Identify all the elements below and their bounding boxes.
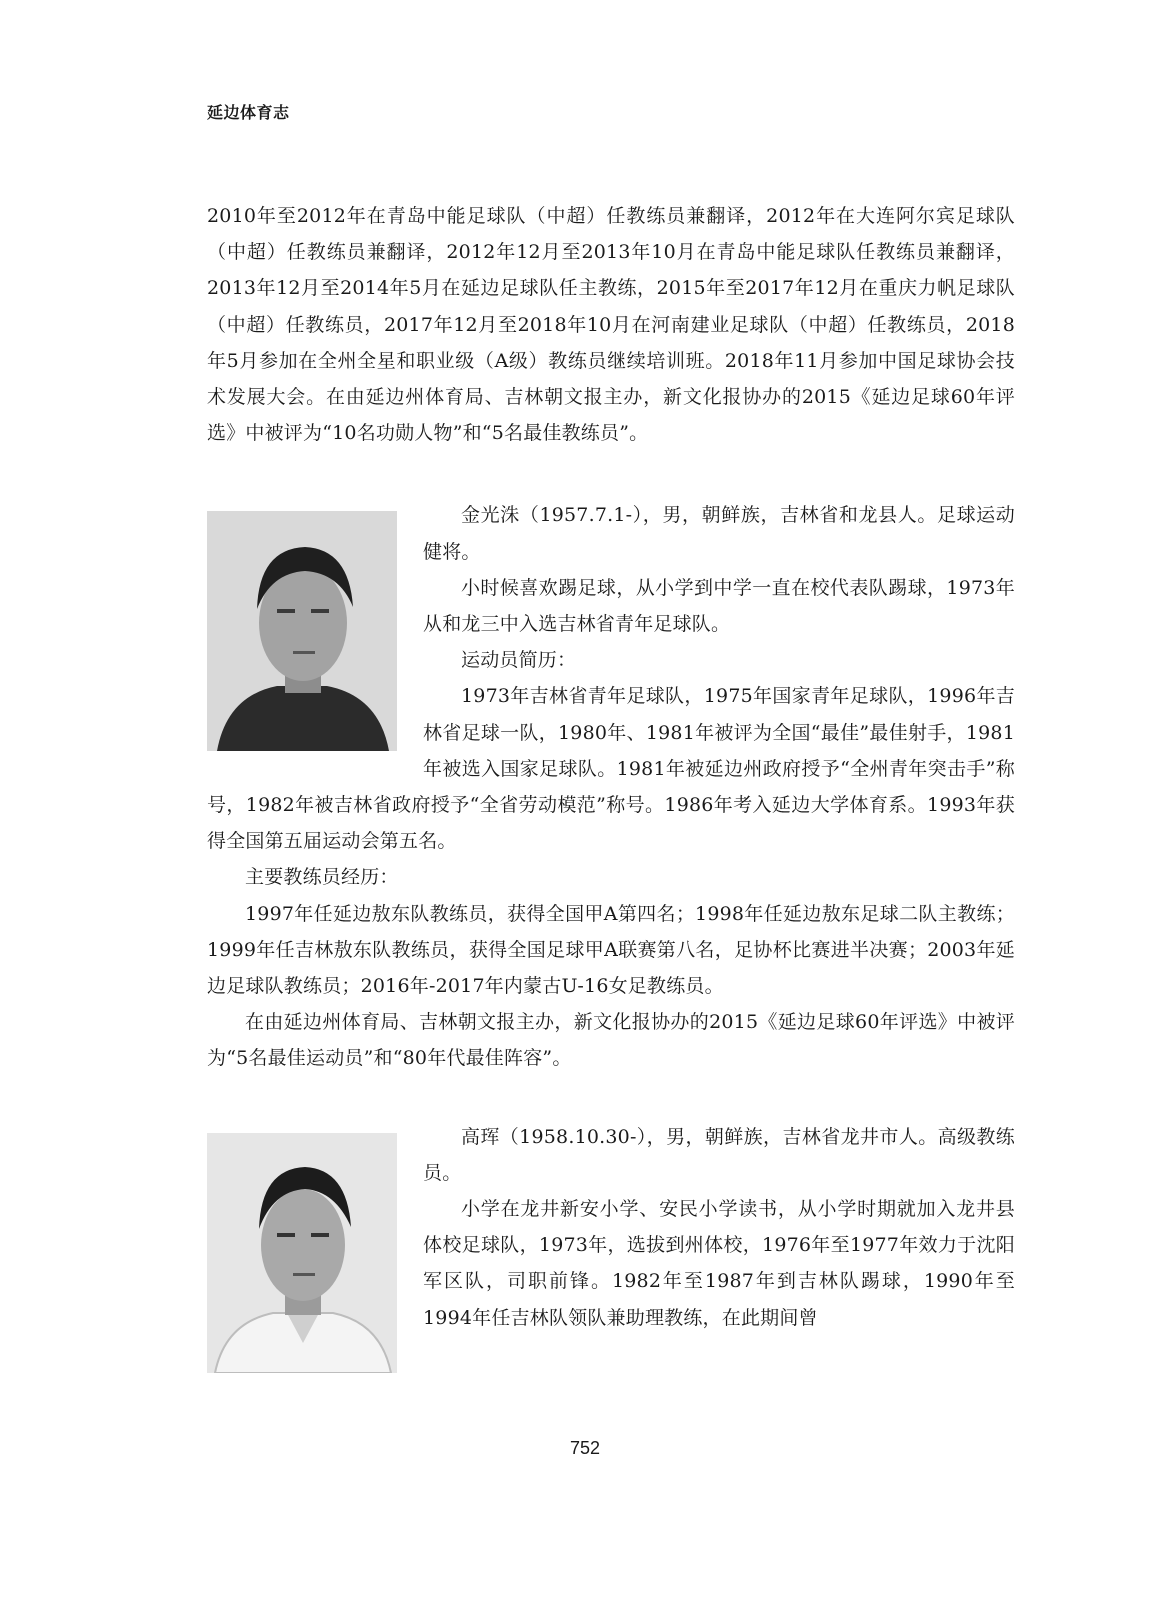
biography-entry-2 bbox=[207, 1119, 1015, 1336]
entry-section-heading: 主要教练员经历： bbox=[245, 866, 399, 889]
entry-paragraph: 1997年任延边敖东队教练员，获得全国甲A第四名；1998年任延边敖东足球二队主教练；1999年任吉林敖东队教练员，获得全国足球甲A联赛第八名，足协杯比赛进半决赛；2003年延边足球队教练员；2016年-2017年内蒙古U-16女足教练员。 bbox=[207, 902, 1015, 998]
portrait-illustration-2 bbox=[207, 1133, 397, 1373]
page-number: 752 bbox=[569, 1438, 601, 1458]
biography-entry-1 bbox=[207, 497, 1015, 1076]
intro-paragraph: 2010年至2012年在青岛中能足球队（中超）任教练员兼翻译，2012年在大连阿尔宾足球队（中超）任教练员兼翻译，2012年12月至2013年10月在青岛中能足球队任教练员兼翻译，2013年12月至2014年5月在延边足球队任主教练，2015年至2017年12月在重庆力帆足球队（中超）任教练员，2017年12月至2018年10月在河南建业足球队（中超）任教练员，2018年5月参加在全州全星和职业级（A级）教练员继续培训班。2018年11月参加中国足球协会技术发展大会。在由延边州体育局、吉林朝文报主办，新文化报协办的2015《延边足球60年评选》中被评为“10名功勋人物”和“5名最佳教练员”。 bbox=[207, 205, 1015, 445]
entry-paragraph: 1973年吉林省青年足球队，1975年国家青年足球队，1996年吉林省足球一队，1980年、1981年被评为全国“最佳”最佳射手，1981年被选入国家足球队。1981年被延边州政府授予“全州青年突击手”称号，1982年被吉林省政府授予“全省劳动模范”称号。1986年考入延边大学体育系。1993年获得全国第五届运动会第五名。 bbox=[207, 685, 1015, 853]
portrait-photo-1 bbox=[207, 511, 397, 751]
portrait-photo-2 bbox=[207, 1133, 397, 1373]
page-body bbox=[207, 198, 1015, 1379]
entry-paragraph: 小时候喜欢踢足球，从小学到中学一直在校代表队踢球，1973年从和龙三中入选吉林省青年足球队。 bbox=[423, 576, 1015, 636]
running-head: 延边体育志 bbox=[207, 103, 290, 122]
entry-paragraph: 在由延边州体育局、吉林朝文报主办，新文化报协办的2015《延边足球60年评选》中被评为“5名最佳运动员”和“80年代最佳阵容”。 bbox=[207, 1011, 1015, 1070]
entry-section-heading: 运动员简历： bbox=[461, 649, 577, 672]
portrait-illustration-1 bbox=[207, 511, 397, 751]
entry-paragraph: 金光洙（1957.7.1-），男，朝鲜族，吉林省和龙县人。足球运动健将。 bbox=[423, 504, 1015, 563]
entry-paragraph: 高珲（1958.10.30-），男，朝鲜族，吉林省龙井市人。高级教练员。 bbox=[423, 1125, 1015, 1184]
entry-paragraph: 小学在龙井新安小学、安民小学读书，从小学时期就加入龙井县体校足球队，1973年，选拔到州体校，1976年至1977年效力于沈阳军区队，司职前锋。1982年至1987年到吉林队踢球，1990年至1994年任吉林队领队兼助理教练，在此期间曾 bbox=[423, 1198, 1015, 1329]
